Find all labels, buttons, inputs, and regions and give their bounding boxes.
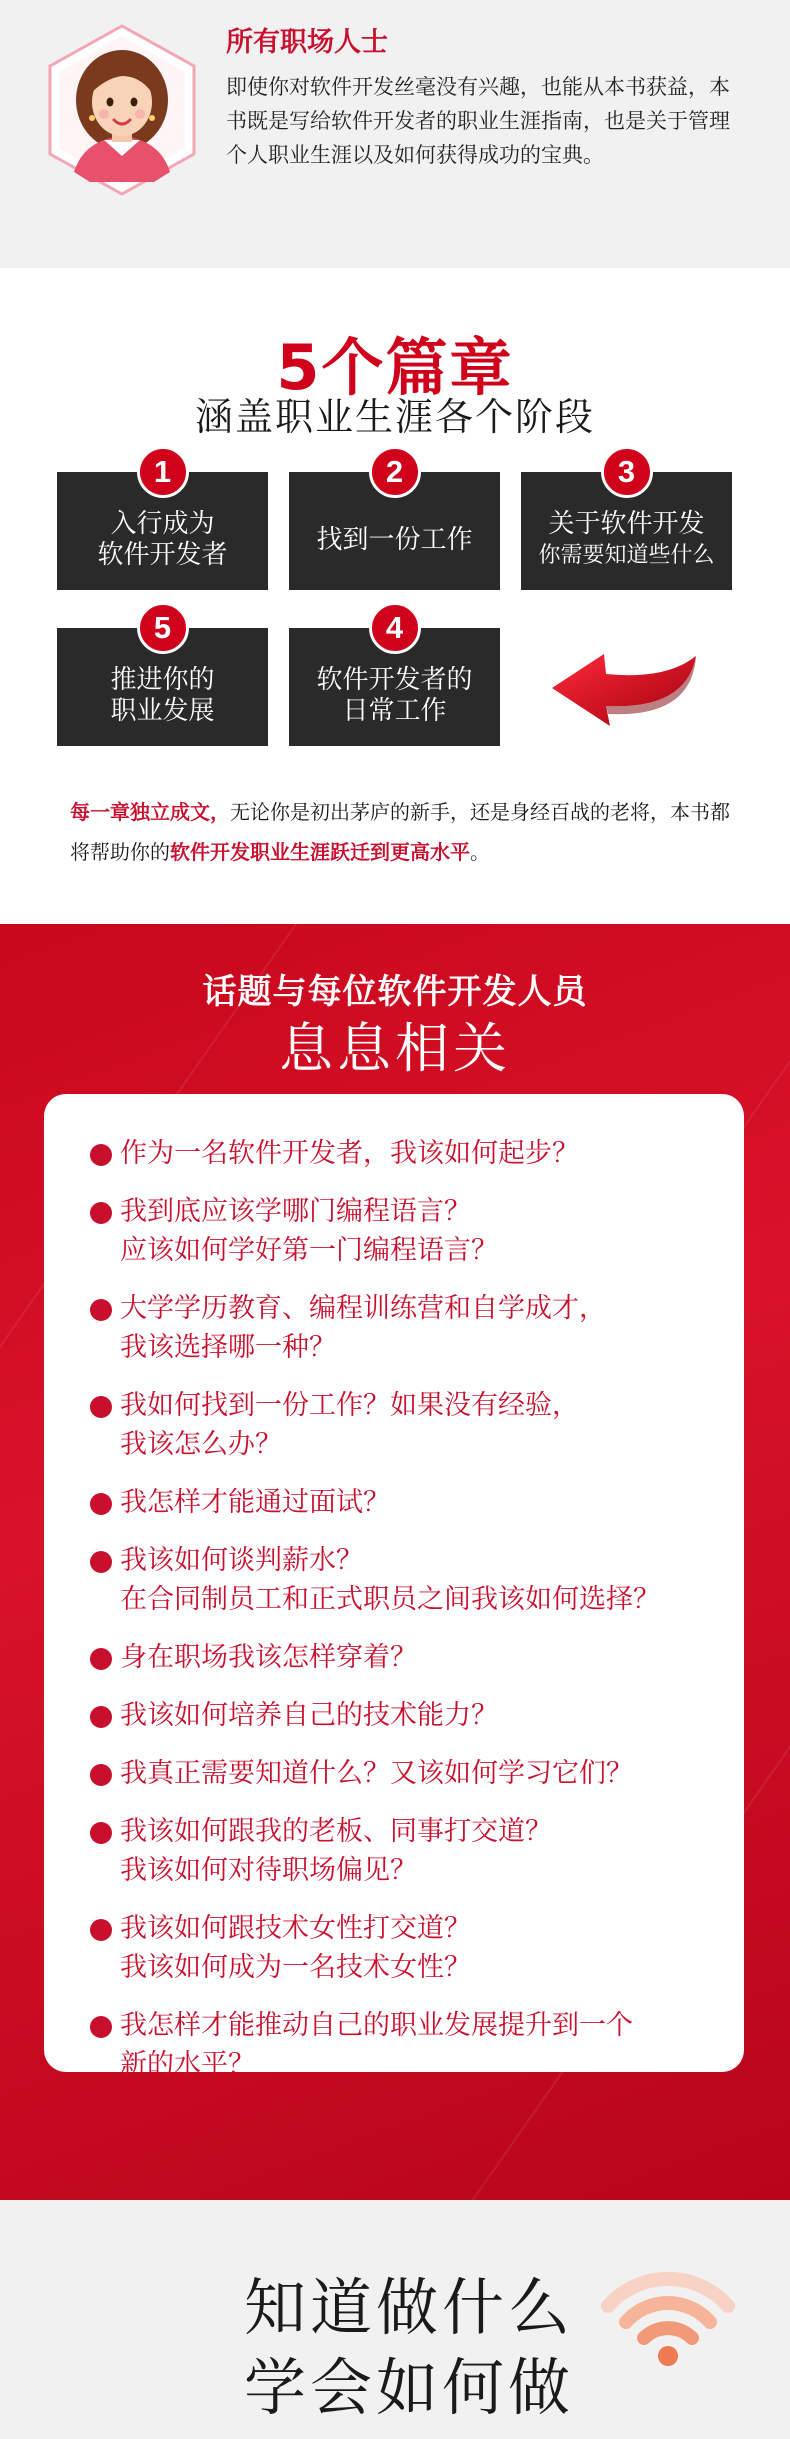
chapters-heading: 5个篇章 — [276, 331, 514, 404]
chapter-number-badge: 3 — [601, 446, 653, 498]
curved-arrow-icon — [546, 640, 706, 736]
topic-item-text: 我该如何对待职场偏见？ — [120, 1855, 417, 1886]
know-section — [0, 2200, 790, 2439]
topic-item — [90, 1192, 710, 1270]
chapter-title: 入行成为 软件开发者 — [97, 509, 228, 570]
chapters-subheading: 涵盖职业生涯各个阶段 — [194, 395, 595, 439]
topic-item-text: 作为一名软件开发者，我该如何起步？ — [120, 1138, 579, 1169]
topic-item — [90, 1909, 710, 1987]
woman-avatar-icon — [44, 22, 200, 198]
chapters-section — [0, 268, 790, 924]
topic-item — [90, 1638, 710, 1677]
topic-item-text: 我该选择哪一种？ — [120, 1332, 336, 1363]
chapter-box-1 — [57, 454, 268, 590]
topic-item-text: 我该怎么办？ — [120, 1429, 282, 1460]
topic-item — [90, 1289, 710, 1367]
topic-item — [90, 1386, 710, 1464]
topics-subheading: 息息相关 — [279, 1017, 511, 1080]
chapter-title: 关于软件开发 你需要知道些什么 — [538, 509, 715, 568]
topic-item-text: 我该如何培养自己的技术能力？ — [120, 1700, 498, 1731]
chapter-number-badge: 2 — [369, 446, 421, 498]
chapter-number-badge: 1 — [137, 446, 189, 498]
topic-item — [90, 1696, 710, 1735]
chapter-title: 推进你的 职业发展 — [110, 665, 215, 726]
know-line-1: 知道做什么 — [244, 2271, 575, 2344]
topic-item-text: 应该如何学好第一门编程语言？ — [120, 1235, 498, 1266]
topic-item — [90, 1483, 710, 1522]
chapter-number-badge: 5 — [137, 602, 189, 654]
topic-item-text: 我怎样才能推动自己的职业发展提升到一个 — [120, 2010, 633, 2041]
topic-item-text: 我怎样才能通过面试？ — [120, 1487, 390, 1518]
topic-item-text: 我真正需要知道什么？又该如何学习它们？ — [120, 1758, 633, 1789]
audience-title: 所有职场人士 — [226, 27, 388, 58]
wifi-signal-icon — [600, 2262, 736, 2372]
topics-section — [0, 924, 790, 2200]
topic-item-text: 在合同制员工和正式职员之间我该如何选择？ — [120, 1584, 660, 1615]
audience-section — [0, 0, 790, 268]
topic-item-text: 身在职场我该怎样穿着？ — [120, 1642, 417, 1673]
topics-heading: 话题与每位软件开发人员 — [202, 972, 588, 1012]
topic-item-text: 我到底应该学哪门编程语言？ — [120, 1196, 471, 1227]
topic-item-text: 我该如何谈判薪水？ — [120, 1545, 363, 1576]
topic-item-text: 大学学历教育、编程训练营和自学成才， — [120, 1293, 606, 1324]
chapter-box-2 — [289, 454, 500, 590]
chapter-title: 软件开发者的 日常工作 — [316, 665, 473, 726]
topics-list — [90, 1134, 710, 2103]
know-line-2: 学会如何做 — [244, 2351, 575, 2424]
chapter-number-badge: 4 — [369, 602, 421, 654]
topic-item-text: 我该如何成为一名技术女性？ — [120, 1952, 471, 1983]
topics-card — [44, 1094, 744, 2080]
chapters-note: 每一章独立成文，无论你是初出茅庐的新手，还是身经百战的老将，本书都将帮助你的软件开发职业生涯跃迁到更高水平。 — [70, 800, 730, 864]
chapter-box-4 — [289, 610, 500, 746]
topic-item — [90, 1541, 710, 1619]
topic-item — [90, 1754, 710, 1793]
topic-item-text: 我如何找到一份工作？如果没有经验， — [120, 1390, 579, 1421]
chapter-box-5 — [57, 610, 268, 746]
topic-item — [90, 2006, 710, 2084]
topic-item — [90, 1812, 710, 1890]
topic-item-text: 我该如何跟技术女性打交道？ — [120, 1913, 471, 1944]
topic-item-text: 新的水平？ — [120, 2049, 255, 2080]
audience-description: 即使你对软件开发丝毫没有兴趣，也能从本书获益，本书既是写给软件开发者的职业生涯指南，也是关于管理个人职业生涯以及如何获得成功的宝典。 — [226, 75, 730, 167]
chapter-title: 找到一份工作 — [316, 524, 473, 555]
chapter-box-3 — [521, 454, 732, 590]
topic-item — [90, 1134, 710, 1173]
topic-item-text: 我该如何跟我的老板、同事打交道？ — [120, 1816, 552, 1847]
